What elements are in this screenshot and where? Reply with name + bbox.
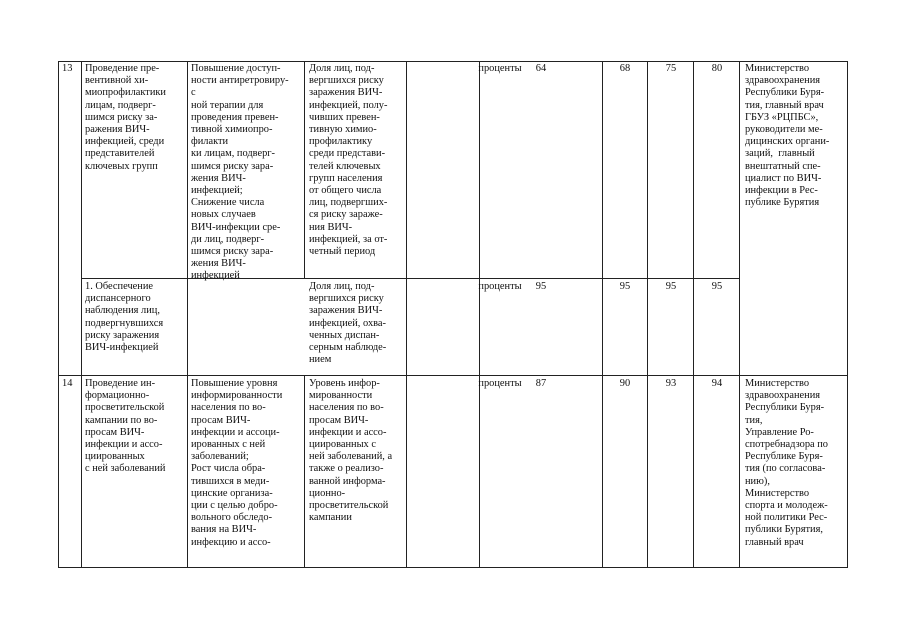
- col-border-unit: [479, 61, 480, 568]
- col-border-result-13: [304, 61, 305, 278]
- value-year-2: 95: [619, 281, 631, 292]
- activity-cell: Проведение пре- вентивной хи- миопрофилактики лицам, подверг- шимся риску за- ражения ВИЧ- инфекцией, среди представителей ключевых групп: [85, 63, 166, 172]
- value-year-1: 87: [535, 378, 547, 389]
- row-divider-13-sub: [81, 278, 739, 279]
- value-year-1: 64: [535, 63, 547, 74]
- activity-cell: Проведение ин- формационно- просветительской кампании по во- просам ВИЧ- инфекции и ассо- циированных с ней заболеваний: [85, 378, 166, 475]
- unit-cell: проценты: [478, 378, 522, 389]
- responsible-cell: Министерство здравоохранения Республики Буря- тия, Управление Ро- спотребнадзора по Республике Буря- тия (по согласова- нию), Министерство спорта и молодеж- ной политики Рес- публики Бурятия, главный врач: [745, 378, 828, 548]
- row-number: 13: [62, 63, 73, 74]
- unit-cell: проценты: [478, 281, 522, 292]
- table-border-top: [58, 61, 848, 62]
- row-divider-14: [58, 375, 848, 376]
- col-border-left: [58, 61, 59, 568]
- value-year-4: 80: [711, 63, 723, 74]
- indicator-cell: Доля лиц, под- вергшихся риску заражения ВИЧ- инфекцией, полу- чивших превен- тивную химио- профилактику среди представи- телей ключевых групп населения от общего числа лиц, подвергших- ся риску зараже- ния ВИЧ- инфекцией, за от- четный период: [309, 63, 388, 258]
- value-year-3: 93: [665, 378, 677, 389]
- value-year-4: 95: [711, 281, 723, 292]
- row-number: 14: [62, 378, 73, 389]
- col-border-right: [847, 61, 848, 568]
- value-year-2: 90: [619, 378, 631, 389]
- value-year-3: 95: [665, 281, 677, 292]
- value-year-1: 95: [535, 281, 547, 292]
- indicator-cell: Уровень инфор- мированности населения по во- просам ВИЧ- инфекции и ассо- циированных с ней заболеваний, а также о реализо- ванной информа- ционно- просветительской кампании: [309, 378, 393, 524]
- col-border-v1: [602, 61, 603, 568]
- col-border-num: [81, 61, 82, 568]
- activity-cell: 1. Обеспечение диспансерного наблюдения лиц, подвергнувшихся риску заражения ВИЧ-инфекцией: [85, 281, 164, 354]
- result-cell: Повышение уровня информированности населения по во- просам ВИЧ- инфекции и ассоци- ированных с ней заболеваний; Рост числа обра- тившихся в меди- цинские организа- ции с целью добро- вольного обследо- вания на ВИЧ- инфекцию и ассо-: [191, 378, 283, 548]
- value-year-4: 94: [711, 378, 723, 389]
- value-year-3: 75: [665, 63, 677, 74]
- col-border-indicator: [406, 61, 407, 568]
- result-cell: Повышение доступ- ности антиретровиру- с ной терапии для проведения превен- тивной химиопро- филакти ки лицам, подверг- шимся риску зара- жения ВИЧ- инфекцией; Снижение числа новых случаев ВИЧ-инфекции сре- ди лиц, подверг- шимся риску зара- жения ВИЧ- инфекцией: [191, 63, 289, 282]
- value-year-2: 68: [619, 63, 631, 74]
- col-border-v3: [693, 61, 694, 568]
- unit-cell: проценты: [478, 63, 522, 74]
- col-border-v4: [739, 61, 740, 568]
- col-border-result-14: [304, 375, 305, 568]
- table-border-bottom: [58, 567, 848, 568]
- col-border-activity: [187, 61, 188, 568]
- responsible-cell: Министерство здравоохранения Республики Буря- тия, главный врач ГБУЗ «РЦПБС», руководители ме- дицинских органи- заций, главный внештатный спе- циалист по ВИЧ- инфекции в Рес- публике Бурятия: [745, 63, 830, 209]
- col-border-v2: [647, 61, 648, 568]
- indicator-cell: Доля лиц, под- вергшихся риску заражения ВИЧ- инфекцией, охва- ченных диспан- серным наблюде- нием: [309, 281, 387, 366]
